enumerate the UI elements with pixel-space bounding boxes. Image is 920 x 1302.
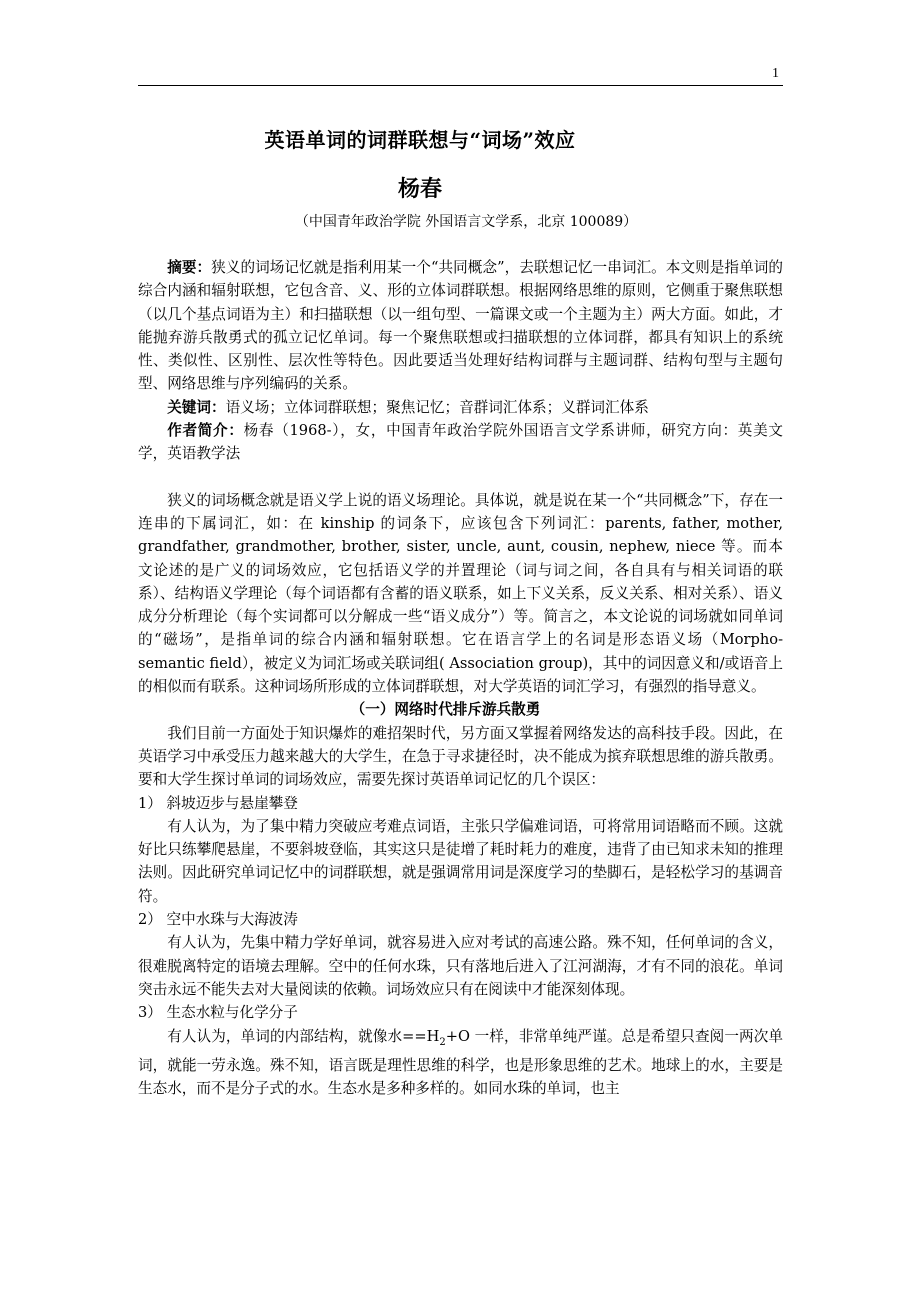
item3-text-before: 有人认为，单词的内部结构，就像水==H — [167, 1027, 440, 1045]
bio-label: 作者简介： — [167, 422, 244, 440]
section-paragraph: 我们目前一方面处于知识爆炸的难招架时代，另方面又掌握着网络发达的高科技手段。因此，在英语学习中承受压力越来越大的大学生，在急于寻求捷径时，决不能成为摈弃联想思维的游兵散勇。要和大学生探讨单词的词场效应，需要先探讨英语单词记忆的几个误区： — [138, 724, 783, 789]
item3-text-after: +O 一样，非常单纯严谨。总是希望只查阅一两次单词，就能一劳永逸。殊不知，语言既是理性思维的科学，也是形象思维的艺术。地球上的水，主要是生态水，而不是分子式的水。生态水是多种多样的。如同水珠的单词，也主 — [138, 1027, 783, 1097]
keywords-text: 语义场；立体词群联想；聚焦记忆；音群词汇体系；义群词汇体系 — [225, 398, 649, 416]
author-name: 杨春 — [397, 176, 442, 202]
author-bio — [138, 419, 783, 466]
keywords — [138, 396, 783, 419]
article-body — [138, 256, 783, 1100]
affiliation: （中国青年政治学院 外国语言文学系，北京 100089） — [294, 214, 638, 230]
item-paragraph-2: 有人认为，先集中精力学好单词，就容易进入应对考试的高速公路。殊不知，任何单词的含义，很难脱离特定的语境去理解。空中的任何水珠，只有落地后进入了江河湖海，才有不同的浪花。单词突击永远不能失去对大量阅读的依赖。词场效应只有在阅读中才能深刻体现。 — [138, 934, 783, 998]
page-number: 1 — [772, 66, 779, 81]
header-rule — [138, 85, 783, 86]
keywords-label: 关键词： — [167, 398, 226, 416]
item-paragraph-3 — [138, 1025, 783, 1101]
item-heading-3: 3） 生态水粒与化学分子 — [138, 1004, 298, 1022]
item-heading-1: 1） 斜坡迈步与悬崖攀登 — [138, 794, 298, 812]
abstract-label: 摘要： — [167, 259, 212, 276]
abstract-text: 狭义的词场记忆就是指利用某一个“共同概念”，去联想记忆一串词汇。本文则是指单词的综合内涵和辐射联想，它包含音、义、形的立体词群联想。根据网络思维的原则，它侧重于聚焦联想（以几个基点词语为主）和扫描联想（以一组句型、一篇课文或一个主题为主）两大方面。如此，才能抛弃游兵散勇式的孤立记忆单词。每一个聚焦联想或扫描联想的立体词群，都具有知识上的系统性、类似性、区别性、层次性等特色。因此要适当处理好结构词群与主题词群、结构句型与主题句型、网络思维与序列编码的关系。 — [138, 259, 783, 393]
bio-text: 杨春（1968-），女，中国青年政治学院外国语言文学系讲师，研究方向：英美文学，英语教学法 — [138, 422, 783, 463]
item-paragraph-1: 有人认为，为了集中精力突破应考难点词语，主张只学偏难词语，可将常用词语略而不顾。这就好比只练攀爬悬崖，不要斜坡登临，其实这只是徒增了耗时耗力的难度，违背了由已知求未知的推理法则。因此研究单词记忆中的词群联想，就是强调常用词是深度学习的垫脚石，是轻松学习的基调音符。 — [138, 817, 783, 905]
paper-title: 英语单词的词群联想与“词场”效应 — [264, 128, 576, 152]
abstract — [138, 256, 783, 396]
intro-paragraph: 狭义的词场概念就是语义学上说的语义场理论。具体说，就是说在某一个“共同概念”下，存在一连串的下属词汇，如：在 kinship 的词条下，应该包含下列词汇：parents, father, mother, grandfather, grandmother, brother, sister, uncle, aunt, cousin, nephew, niece 等。而本文论述的是广义的词场效应，它包括语义学的并置理论（词与词之间，各自具有与相关词语的联系）、结构语义学理论（每个词语都有含蓄的语义联系，如上下义关系，反义关系、相对关系）、语义成分分析理论（每个实词都可以分解成一些“语义成分”）等。简言之，本文论说的词场就如同单词的“磁场”，是指单词的综合内涵和辐射联想。它在语言学上的名词是形态语义场（Morpho-semantic field），被定义为词汇场或关联词组( Association group)，其中的词因意义和/或语音上的相似而有联系。这种词场所形成的立体词群联想，对大学英语的词汇学习，有强烈的指导意义。 — [138, 491, 783, 696]
item-heading-2: 2） 空中水珠与大海波涛 — [138, 911, 298, 929]
item3-subscript: 2 — [439, 1036, 446, 1048]
section-heading: （一）网络时代排斥游兵散勇 — [350, 701, 541, 719]
